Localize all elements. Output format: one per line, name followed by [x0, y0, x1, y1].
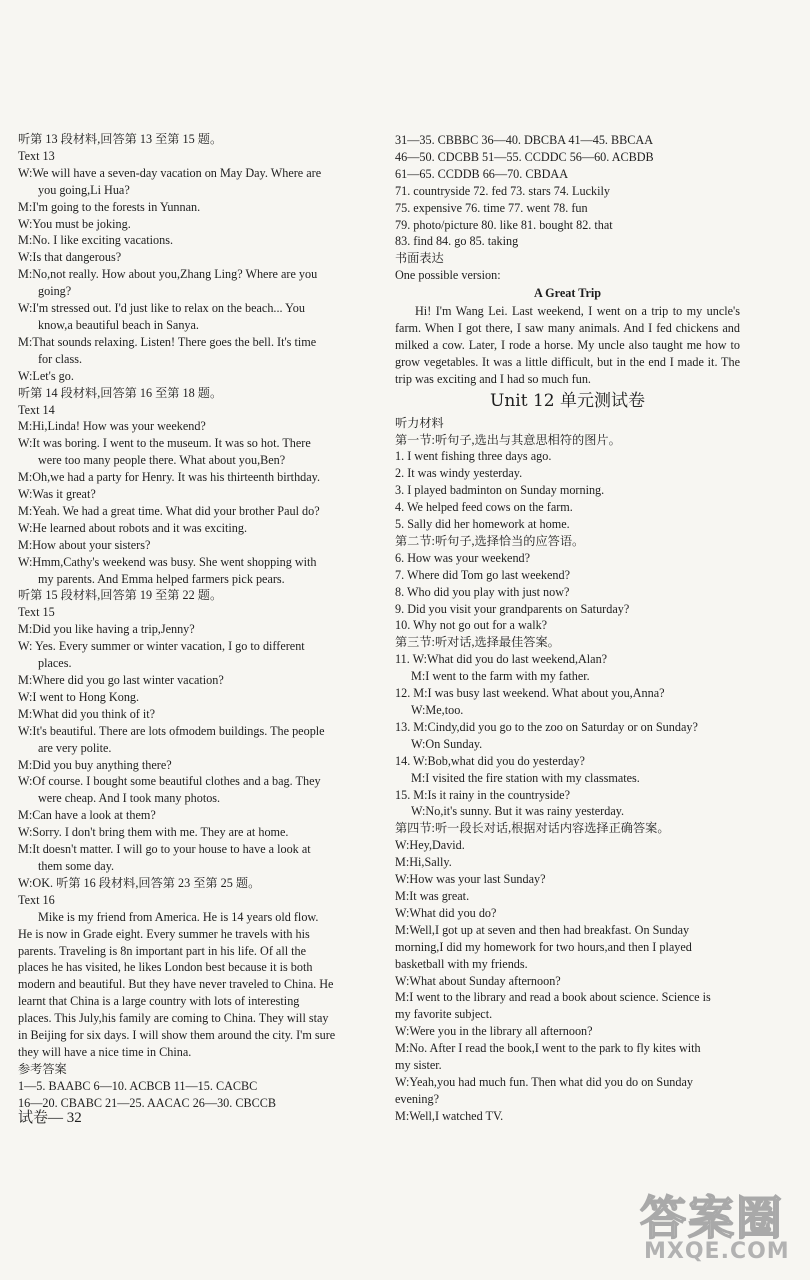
answer-line: 31—35. CBBBC 36—40. DBCBA 41—45. BBCAA	[395, 133, 654, 147]
text-line: basketball with my friends.	[395, 956, 528, 971]
watermark-logo	[640, 1192, 800, 1274]
text-line: 16—20. CBABC 21—25. AACAC 26—30. CBCCB	[18, 1095, 277, 1110]
answer-line: 79. photo/picture 80. like 81. bought 82. that	[395, 217, 613, 232]
text-line: W:We will have a seven-day vacation on May Day. Where are	[18, 165, 322, 180]
text-line: W:No,it's sunny. But it was rainy yesterday.	[411, 804, 625, 819]
text-line: 4. We helped feed cows on the farm.	[395, 500, 573, 515]
text-line: 第一节:听句子,选出与其意思相符的图片。	[395, 432, 621, 447]
text-line: W:It was boring. I went to the museum. It was so hot. There	[18, 436, 311, 451]
text-line: 6. How was your weekend?	[395, 550, 531, 565]
answer-line: 71. countryside 72. fed 73. stars 74. Luckily	[395, 183, 610, 198]
watermark-sub-text: MXQE.COM	[644, 1239, 790, 1264]
text-line: for class.	[38, 351, 82, 366]
text-line: W:How was your last Sunday?	[395, 872, 546, 887]
text-line: 14. W:Bob,what did you do yesterday?	[395, 753, 585, 768]
text-line: in Beijing for six days. I will show them around the city. I'm sure	[18, 1028, 336, 1043]
text-line: they will have a nice time in China.	[18, 1044, 192, 1059]
text-line: modern and beautiful. But they have never traveled to China. He	[18, 977, 334, 992]
text-line: 5. Sally did her homework at home.	[395, 517, 570, 532]
left-column	[18, 131, 368, 1112]
text-line: M:That sounds relaxing. Listen! There goes the bell. It's time	[18, 334, 317, 349]
text-line: evening?	[395, 1091, 439, 1106]
text-line: 3. I played badminton on Sunday morning.	[395, 483, 605, 498]
text-line: M:It doesn't matter. I will go to your house to have a look at	[18, 842, 311, 857]
text-line: M:No. After I read the book,I went to the park to fly kites with	[395, 1041, 701, 1056]
text-line: W:OK. 听第 16 段材料,回答第 23 至第 25 题。	[18, 875, 261, 890]
text-line: W: Yes. Every summer or winter vacation, I go to different	[18, 639, 305, 654]
text-line: 听力材料	[395, 415, 444, 430]
watermark-main-text: 答案圈	[640, 1191, 784, 1245]
text-line: M:Yeah. We had a great time. What did your brother Paul do?	[18, 503, 320, 518]
text-line: W:He learned about robots and it was exciting.	[18, 520, 248, 535]
text-line: know,a beautiful beach in Sanya.	[38, 317, 199, 332]
text-line: M:I'm going to the forests in Yunnan.	[18, 199, 201, 214]
text-line: W:Hmm,Cathy's weekend was busy. She went shopping with	[18, 554, 317, 569]
text-line: 参考答案	[18, 1061, 67, 1076]
text-line: 8. Who did you play with just now?	[395, 584, 570, 599]
text-line: Mike is my friend from America. He is 14 years old flow.	[38, 909, 319, 924]
text-line: M:I went to the farm with my father.	[411, 669, 590, 684]
text-line: He is now in Grade eight. Every summer he travels with his	[18, 926, 310, 941]
text-line: 1. I went fishing three days ago.	[395, 449, 552, 464]
text-line: M:I visited the fire station with my classmates.	[411, 770, 640, 785]
text-line: 第二节:听句子,选择恰当的应答语。	[395, 533, 585, 548]
answer-line: 46—50. CDCBB 51—55. CCDDC 56—60. ACBDB	[395, 149, 654, 164]
unit-title: Unit 12 单元测试卷	[490, 390, 645, 411]
text-line: W:Me,too.	[411, 703, 464, 717]
answer-line: 书面表达	[395, 251, 444, 266]
text-line: morning,I did my homework for two hours,and then I played	[395, 939, 692, 954]
text-line: W:What about Sunday afternoon?	[395, 973, 561, 988]
text-line: my sister.	[395, 1058, 442, 1073]
text-line: 12. M:I was busy last weekend. What about you,Anna?	[395, 686, 665, 701]
text-line: 7. Where did Tom go last weekend?	[395, 567, 571, 582]
text-line: M:Did you buy anything there?	[18, 757, 172, 772]
text-line: Text 13	[18, 148, 55, 163]
text-line: places he has visited, he likes London best because it is both	[18, 960, 313, 975]
text-line: W:I went to Hong Kong.	[18, 689, 140, 704]
text-line: 2. It was windy yesterday.	[395, 466, 523, 481]
text-line: 9. Did you visit your grandparents on Saturday?	[395, 601, 630, 616]
text-line: Text 16	[18, 892, 55, 907]
text-line: M:Well,I watched TV.	[395, 1108, 504, 1123]
text-line: 11. W:What did you do last weekend,Alan?	[395, 652, 608, 667]
listening-materials	[395, 415, 740, 1125]
text-line: M:Oh,we had a party for Henry. It was his thirteenth birthday.	[18, 470, 321, 485]
text-line: M:No,not really. How about you,Zhang Ling? Where are you	[18, 267, 318, 282]
text-line: W:You must be joking.	[18, 216, 131, 231]
text-line: were too many people there. What about you,Ben?	[38, 453, 286, 468]
text-line: were cheap. And I took many photos.	[38, 791, 221, 806]
text-line: going?	[38, 284, 72, 299]
essay-body: Hi! I'm Wang Lei. Last weekend, I went on a trip to my uncle's farm. When I got there, I saw many animals. And I fed chickens and milked a cow. Later, I rode a horse. My uncle also taught me how to grow vegetables. It was a little difficult, but in the end I made it. The trip was exciting and I had so much fun.	[395, 304, 740, 386]
text-line: 第三节:听对话,选择最佳答案。	[395, 635, 560, 650]
essay-title: A Great Trip	[533, 286, 602, 301]
text-line: them some day.	[38, 858, 115, 873]
text-line: W:On Sunday.	[411, 736, 483, 751]
text-line: W:Is that dangerous?	[18, 250, 122, 265]
text-line: you going,Li Hua?	[38, 182, 130, 197]
text-line: W:Were you in the library all afternoon?	[395, 1024, 593, 1039]
text-line: my parents. And Emma helped farmers pick pears.	[38, 571, 285, 586]
text-line: M:What did you think of it?	[18, 706, 156, 721]
text-line: M:Can have a look at them?	[18, 808, 156, 823]
text-line: Text 14	[18, 402, 55, 417]
answer-line: 75. expensive 76. time 77. went 78. fun	[395, 200, 588, 215]
text-line: M:How about your sisters?	[18, 537, 151, 552]
text-line: learnt that China is a large country with lots of interesting	[18, 994, 300, 1009]
text-line: M:It was great.	[395, 888, 470, 903]
text-line: 听第 14 段材料,回答第 16 至第 18 题。	[18, 385, 223, 400]
right-column	[395, 132, 740, 1125]
answer-line: 61—65. CCDDB 66—70. CBDAA	[395, 166, 569, 181]
text-line: W:Was it great?	[18, 487, 96, 502]
text-line: M:I went to the library and read a book about science. Science is	[395, 990, 711, 1005]
text-line: parents. Traveling is 8n important part in his life. Of all the	[18, 943, 307, 958]
answer-key-continued	[395, 132, 740, 284]
text-line: M:Did you like having a trip,Jenny?	[18, 622, 195, 637]
text-line: M:Hi,Sally.	[395, 855, 452, 870]
text-line: places. This July,his family are coming to China. They will stay	[18, 1011, 329, 1026]
text-line: M:Well,I got up at seven and then had breakfast. On Sunday	[395, 922, 690, 937]
text-line: 1—5. BAABC 6—10. ACBCB 11—15. CACBC	[18, 1078, 258, 1093]
text-line: W:Hey,David.	[395, 838, 465, 853]
text-line: are very polite.	[38, 740, 112, 755]
text-line: W:Let's go.	[18, 368, 74, 383]
text-line: my favorite subject.	[395, 1007, 493, 1022]
text-line: W:Of course. I bought some beautiful clothes and a bag. They	[18, 774, 321, 789]
text-line: W:It's beautiful. There are lots ofmodem buildings. The people	[18, 723, 325, 738]
text-line: W:I'm stressed out. I'd just like to relax on the beach... You	[18, 301, 305, 316]
text-line: W:Sorry. I don't bring them with me. They are at home.	[18, 825, 289, 840]
text-line: W:Yeah,you had much fun. Then what did you do on Sunday	[395, 1074, 693, 1089]
answer-line: 83. find 84. go 85. taking	[395, 234, 519, 249]
text-line: M:Hi,Linda! How was your weekend?	[18, 419, 206, 434]
text-line: 听第 15 段材料,回答第 19 至第 22 题。	[18, 588, 223, 603]
text-line: 第四节:听一段长对话,根据对话内容选择正确答案。	[395, 821, 670, 836]
answer-line: One possible version:	[395, 268, 501, 283]
text-line: M:No. I like exciting vacations.	[18, 233, 174, 248]
page-footer: 试卷— 32	[18, 1110, 82, 1126]
text-line: 15. M:Is it rainy in the countryside?	[395, 787, 570, 802]
text-line: 10. Why not go out for a walk?	[395, 618, 548, 633]
text-line: places.	[38, 656, 72, 671]
text-line: W:What did you do?	[395, 905, 497, 920]
text-line: 听第 13 段材料,回答第 13 至第 15 题。	[18, 132, 223, 146]
text-line: M:Where did you go last winter vacation?	[18, 673, 224, 687]
text-line: 13. M:Cindy,did you go to the zoo on Saturday or on Sunday?	[395, 719, 698, 734]
text-line: Text 15	[18, 605, 55, 620]
